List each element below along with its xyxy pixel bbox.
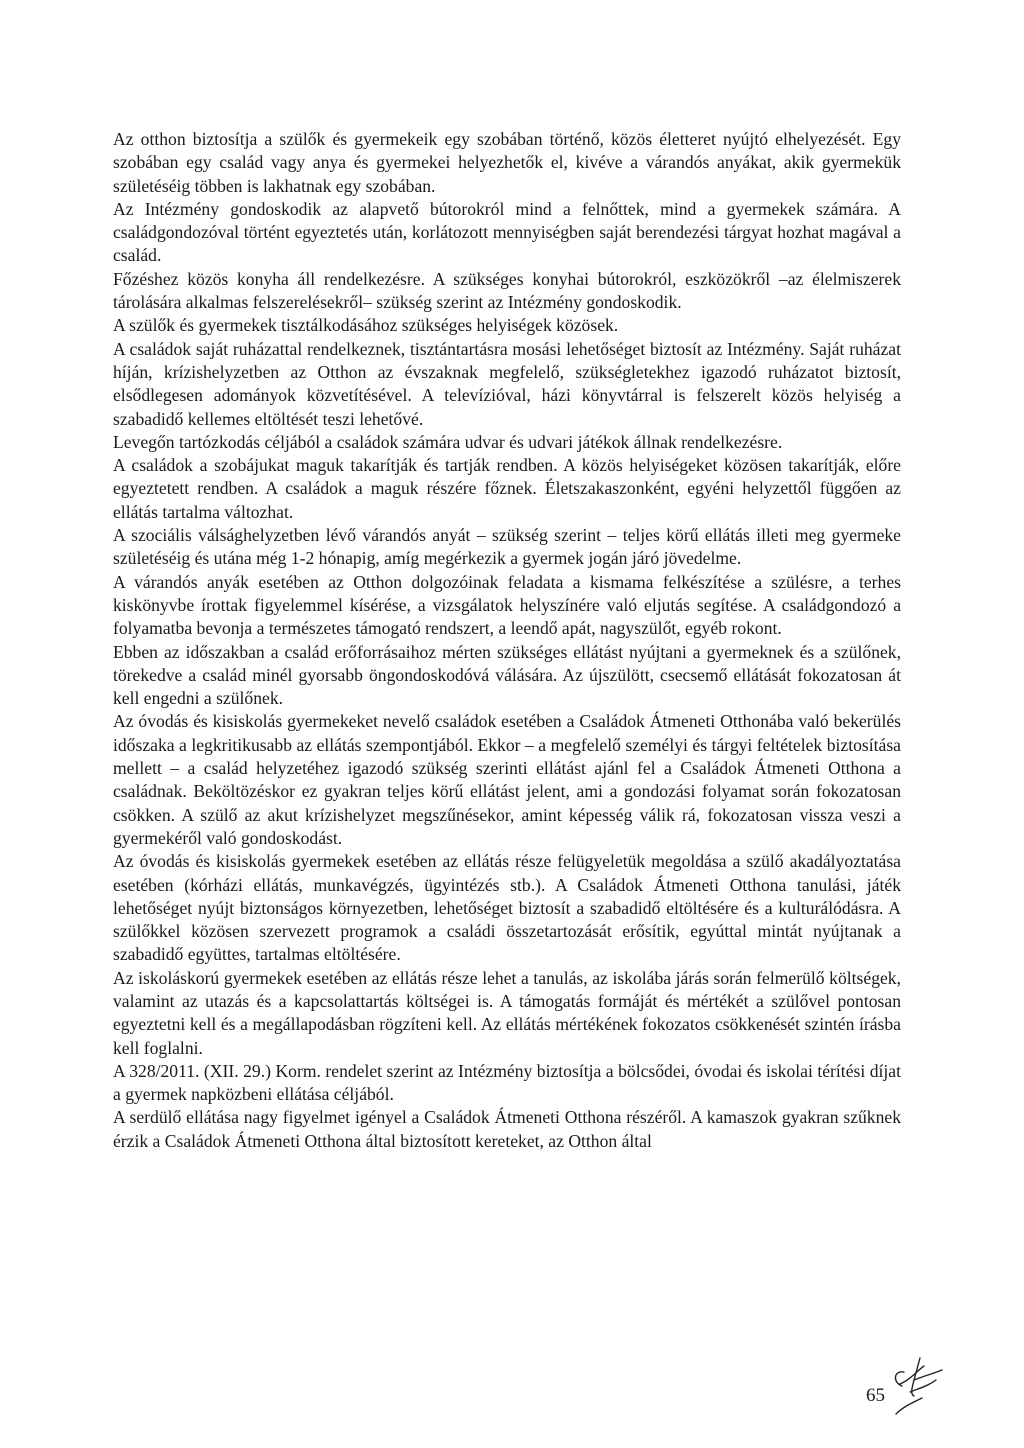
paragraph: Az Intézmény gondoskodik az alapvető bútorokról mind a felnőttek, mind a gyermekek számára. A családgondozóval történt egyeztetés után, korlátozott mennyiségben saját berendezési tárgyat hozhat magával a család. [113, 198, 901, 266]
paragraph: A várandós anyák esetében az Otthon dolgozóinak feladata a kismama felkészítése a szülésre, a terhes kiskönyvbe írottak figyelemmel kísérése, a vizsgálatok helyszínére való eljutás segítése. A családgondozó a folyamatba bevonja a természetes támogató rendszert, a leendő apát, nagyszülőt, egyéb rokont. [113, 571, 901, 639]
paragraph: Ebben az időszakban a család erőforrásaihoz mérten szükséges ellátást nyújtani a gyermeknek és a szülőnek, törekedve a család minél gyorsabb öngondoskodóvá válására. Az újszülött, csecsemő ellátását fokozatosan át kell engedni a szülőnek. [113, 641, 901, 709]
paragraph: Az otthon biztosítja a szülők és gyermekeik egy szobában történő, közös életteret nyújtó elhelyezését. Egy szobában egy család vagy anya és gyermekei helyezhetők el, kivéve a várandós anyákat, akik gyermekük születéséig többen is lakhatnak egy szobában. [113, 129, 901, 196]
paragraph: A családok a szobájukat maguk takarítják és tartják rendben. A közös helyiségeket közösen takarítják, előre egyeztetett rendben. A családok a maguk részére főznek. Életszakaszonként, egyéni helyzettől függően az ellátás tartalma változhat. [113, 455, 901, 522]
paragraph: A serdülő ellátása nagy figyelmet igényel a Családok Átmeneti Otthona részéről. A kamaszok gyakran szűknek érzik a Családok Átmeneti Otthona által biztosított kereteket, az Otthon által [113, 1107, 901, 1151]
paragraph: Az iskoláskorú gyermekek esetében az ellátás része lehet a tanulás, az iskolába járás során felmerülő költségek, valamint az utazás és a kapcsolattartás költségei is. A támogatás formáját és mértékét a szülővel pontosan egyeztetni kell és a megállapodásban rögzíteni kell. Az ellátás mértékének fokozatos csökkenését szintén írásba kell foglalni. [113, 967, 901, 1058]
paragraph: Főzéshez közös konyha áll rendelkezésre. A szükséges konyhai bútorokról, eszközökről –az élelmiszerek tárolására alkalmas felszerelésekről– szükség szerint az Intézmény gondoskodik. [113, 268, 901, 313]
body-text [113, 128, 901, 1153]
paragraph: A 328/2011. (XII. 29.) Korm. rendelet szerint az Intézmény biztosítja a bölcsődei, óvodai és iskolai térítési díjat a gyermek napközbeni ellátása céljából. [113, 1060, 901, 1105]
paragraph: Levegőn tartózkodás céljából a családok számára udvar és udvari játékok állnak rendelkezésre. [113, 431, 783, 452]
paragraph: Az óvodás és kisiskolás gyermekek esetében az ellátás része felügyeletük megoldása a szülő akadályoztatása esetében (kórházi ellátás, munkavégzés, ügyintézés stb.). A Családok Átmeneti Otthona tanulási, játék lehetőséget nyújt biztonságos környezetben, lehetőséget biztosít a szabadidő eltöltésére és a kulturálódásra. A szülőkkel közösen szervezett programok a családi összetartozását erősítik, egyúttal mintát nyújtanak a szabadidő együttes, tartalmas eltöltésére. [113, 851, 901, 965]
paragraph: A szülők és gyermekek tisztálkodásához szükséges helyiségek közösek. [113, 315, 619, 336]
paragraph: A családok saját ruházattal rendelkeznek, tisztántartásra mosási lehetőséget biztosít az Intézmény. Saját ruházat híján, krízishelyzetben az Otthon az évszaknak megfelelő, szükségletekhez igazodó ruházatot biztosít, elsődlegesen adományok közvetítésével. A televízióval, házi könyvtárral is felszerelt közös helyiség a szabadidő kellemes eltöltését teszi lehetővé. [113, 338, 901, 429]
paragraph: A szociális válsághelyzetben lévő várandós anyát – szükség szerint – teljes körű ellátás illeti meg gyermeke születéséig és utána még 1-2 hónapig, amíg megérkezik a gyermek jogán járó jövedelme. [113, 525, 901, 569]
page-number: 65 [866, 1385, 885, 1406]
paragraph: Az óvodás és kisiskolás gyermekeket nevelő családok esetében a Családok Átmeneti Otthonába való bekerülés időszaka a legkritikusabb az ellátás szempontjából. Ekkor – a megfelelő személyi és tárgyi feltételek biztosítása mellett – a család helyzetéhez igazodó szükség szerinti ellátást ajánl fel a Családok Átmeneti Otthona a családnak. Beköltözéskor ez gyakran teljes körű ellátást jelent, ami a gondozási folyamat során fokozatosan csökken. A szülő az akut krízishelyzet megszűnésekor, amint képesség válik rá, fokozatosan vissza veszi a gyermekéről való gondoskodást. [113, 711, 901, 848]
